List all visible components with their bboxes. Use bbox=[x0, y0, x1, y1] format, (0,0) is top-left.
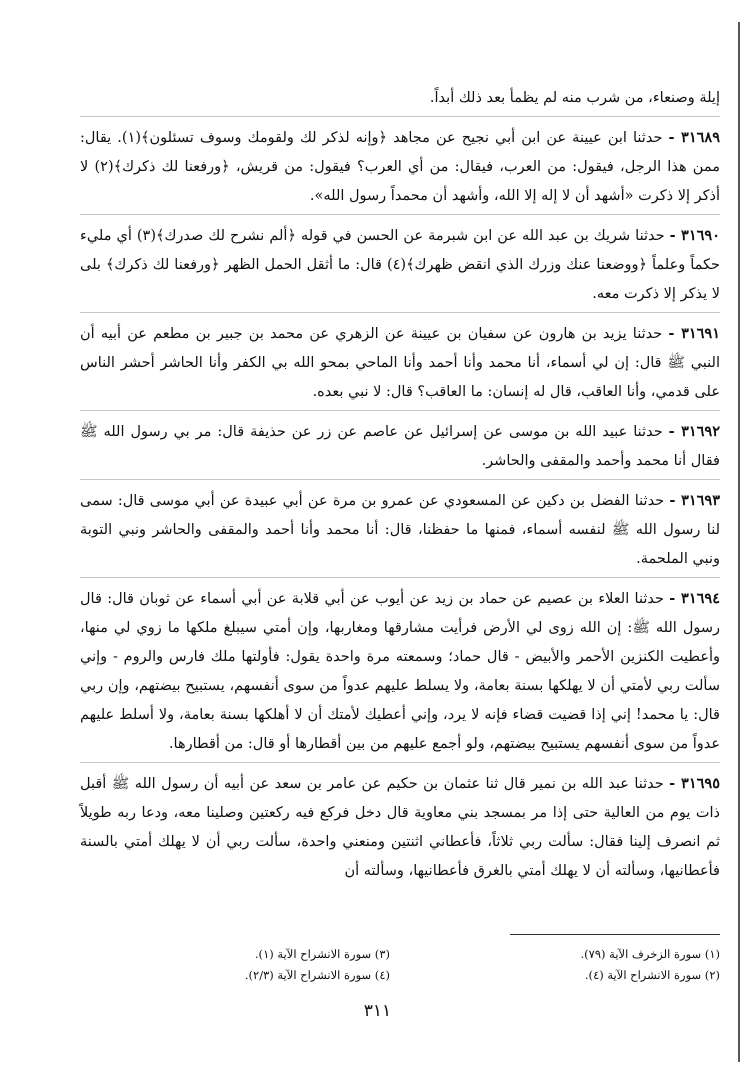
hadith-number: ٣١٦٩٥ - bbox=[669, 775, 720, 792]
main-text bbox=[80, 84, 720, 889]
hadith-31694 bbox=[80, 578, 720, 762]
hadith-number: ٣١٦٩١ - bbox=[668, 325, 721, 342]
page-number: ٣١١ bbox=[363, 1001, 392, 1021]
paragraph-text: إيلة وصنعاء، من شرب منه لم يظمأ بعد ذلك أبداً. bbox=[429, 90, 720, 106]
hadith-text: حدثنا الفضل بن دكين عن المسعودي عن عمرو بن مرة عن أبي عبيدة عن أبي موسى قال: سمى لنا رسول الله ﷺ لنفسه أسماء، فمنها ما حفظنا، قال: أنا محمد وأنا أحمد والمقفى والحاشر ونبي التوبة ونبي الملحمة. bbox=[80, 493, 720, 567]
paragraph-intro bbox=[80, 84, 720, 116]
hadith-31689 bbox=[80, 117, 720, 214]
hadith-text: حدثنا عبد الله بن نمير قال ثنا عثمان بن حكيم عن عامر بن سعد عن أبيه أن رسول الله ﷺ أقبل ذات يوم من العالية حتى إذا مر بمسجد بني معاوية قال دخل فركع فيه ركعتين وصلينا معه، ودعا ربه طويلاً ثم انصرف إلينا فقال: سألت ربي ثلاثاً، فأعطاني اثنتين ومنعني واحدة، سألت ربي أن لا يهلك أمتي بالسنة فأعطانيها، وسألته أن لا يهلك أمتي بالغرق فأعطانيها، وسألته أن bbox=[80, 776, 720, 879]
hadith-number: ٣١٦٩٣ - bbox=[669, 492, 721, 509]
footnote-rule bbox=[510, 934, 720, 935]
footnotes-right-column bbox=[420, 944, 720, 986]
footnotes-left-column bbox=[90, 944, 390, 986]
hadith-number: ٣١٦٩٠ - bbox=[669, 227, 720, 244]
hadith-text: حدثنا عبيد الله بن موسى عن إسرائيل عن عاصم عن زر عن حذيفة قال: مر بي رسول الله ﷺ فقال أنا محمد وأحمد والمقفى والحاشر. bbox=[80, 424, 720, 469]
hadith-text: حدثنا العلاء بن عصيم عن حماد بن زيد عن أيوب عن أبي قلابة عن أبي أسماء عن ثوبان قال: قال رسول الله ﷺ: إن الله زوى لي الأرض فرأيت مشارقها ومغاربها، وإن أمتي سيبلغ ملكها ما زوي لي منها، وأعطيت الكنزين الأحمر والأبيض - قال حماد؛ وسمعته مرة واحدة يقول: فأولتها ملك فارس والروم - وإني سألت ربي لأمتي أن لا يهلكها بسنة بعامة، ولا يسلط عليهم عدواً من سوى أنفسهم، يستبيح بيضتهم، وإن ربي قال: يا محمد! إني إذا قضيت قضاء فإنه لا يرد، وإني أعطيك لأمتك أن لا أهلكها بسنة بعامة، ولا أسلط عليهم عدواً من سوى أنفسهم يستبيح بيضتهم، ولو أجمع عليهم من بين أقطارها أو قال: من أقطارها. bbox=[80, 591, 720, 752]
hadith-number: ٣١٦٨٩ - bbox=[668, 129, 720, 146]
margin-rule bbox=[738, 22, 740, 1062]
hadith-number: ٣١٦٩٢ - bbox=[668, 423, 721, 440]
hadith-text: حدثنا ابن عيينة عن ابن أبي نجيح عن مجاهد ﴿وإنه لذكر لك ولقومك وسوف تسئلون﴾(١). يقال: ممن هذا الرجل، فيقول: من العرب، فيقال: من أي العرب؟ فيقول: من قريش، ﴿ورفعنا لك ذكرك﴾(٢) لا أذكر إلا ذكرت «أشهد أن لا إله إلا الله، وأشهد أن محمداً رسول الله». bbox=[80, 130, 720, 204]
footnote-3: (٣) سورة الانشراح الآية (١). bbox=[254, 947, 390, 961]
hadith-31693 bbox=[80, 480, 720, 577]
footnote-1: (١) سورة الزخرف الآية (٧٩). bbox=[580, 947, 720, 961]
footnote-2: (٢) سورة الانشراح الآية (٤). bbox=[584, 968, 720, 982]
hadith-number: ٣١٦٩٤ - bbox=[669, 590, 720, 607]
hadith-text: حدثنا يزيد بن هارون عن سفيان بن عيينة عن الزهري عن محمد بن جبير بن مطعم عن أبيه أن النبي ﷺ قال: إن لي أسماء، أنا محمد وأنا أحمد وأنا الماحي بمحو الله بي الكفر وأنا الحاشر أحشر الناس على قدمي، وأنا العاقب، قال له إنسان: ما العاقب؟ قال: لا نبي بعده. bbox=[80, 326, 720, 400]
hadith-31691 bbox=[80, 313, 720, 410]
hadith-text: حدثنا شريك بن عبد الله عن ابن شبرمة عن الحسن في قوله ﴿ألم نشرح لك صدرك﴾(٣) أي مليء حكماً وعلماً ﴿ووضعنا عنك وزرك الذي انقض ظهرك﴾(٤) قال: ما أثقل الحمل الظهر ﴿ورفعنا لك ذكرك﴾ بلى لا يذكر إلا ذكرت معه. bbox=[80, 228, 721, 302]
hadith-31692 bbox=[80, 411, 720, 479]
hadith-31690 bbox=[80, 215, 720, 312]
footnote-4: (٤) سورة الانشراح الآية (٢/٣). bbox=[244, 968, 390, 982]
hadith-31695 bbox=[80, 763, 720, 889]
